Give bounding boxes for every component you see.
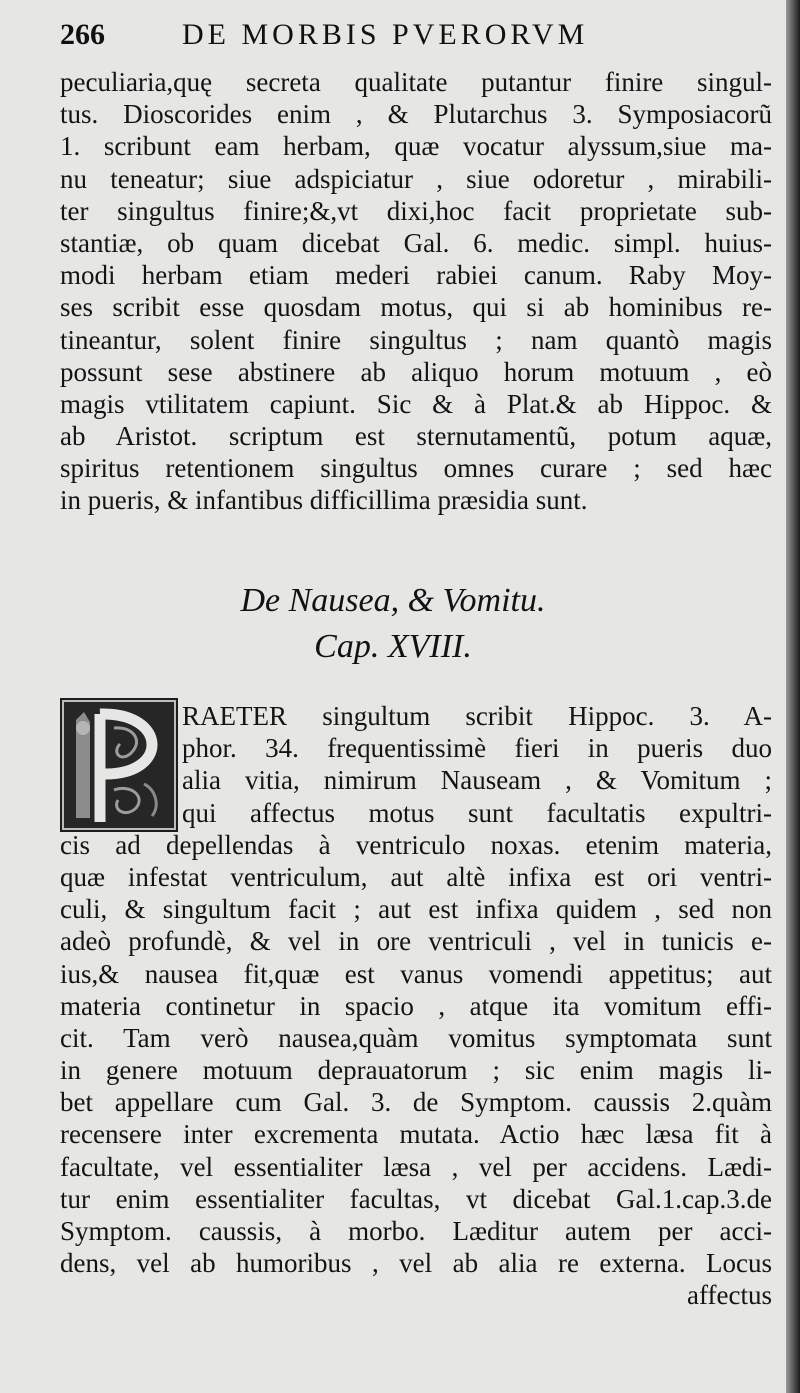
- text-line: peculiaria,quę secreta qualitate putantur finire singul-: [60, 67, 772, 97]
- text-line: dens, vel ab humoribus , vel ab alia re externa. Locus: [60, 1248, 772, 1279]
- text-line: ses scribit esse quosdam motus, qui si ab hominibus re-: [60, 292, 772, 323]
- text-line: tur enim essentialiter facultas, vt dicebat Gal.1.cap.3.de: [60, 1183, 772, 1214]
- text-line: modi herbam etiam mederi rabiei canum. Raby Moy-: [60, 260, 772, 291]
- text-line: ab Aristot. scriptum est sternutamentũ, potum aquæ,: [60, 421, 772, 452]
- text-line: in genere motuum deprauatorum ; sic enim magis li-: [60, 1055, 772, 1086]
- text-line: adeò profundè, & vel in ore ventriculi , vel in tunicis e-: [60, 926, 772, 957]
- text-line: cit. Tam verò nausea,quàm vomitus symptomata sunt: [60, 1022, 772, 1053]
- text-line: ius,& nausea fit,quæ est vanus vomendi appetitus; aut: [60, 958, 772, 989]
- paragraph-2: [60, 700, 772, 1312]
- text-line: ter singultus finire;&,vt dixi,hoc facit proprietate sub-: [60, 195, 772, 226]
- text-line: culi, & singultum facit ; aut est infixa quidem , sed non: [60, 894, 772, 925]
- page-number: 266: [60, 18, 105, 51]
- text-line: nu teneatur; siue adspiciatur , siue odoretur , mirabili-: [60, 163, 772, 194]
- catchword: affectus: [687, 1280, 772, 1311]
- text-line: alia vitia, nimirum Nauseam , & Vomitum ;: [182, 765, 772, 796]
- paragraph-1: [60, 66, 772, 517]
- text-line: quæ infestat ventriculum, aut altè infixa est ori ventri-: [60, 861, 772, 892]
- text-line: recensere inter excrementa mutata. Actio hæc læsa fit à: [60, 1119, 772, 1150]
- text-line: possunt sese abstinere ab aliquo horum motuum , eò: [60, 356, 772, 387]
- text-line: stantiæ, ob quam dicebat Gal. 6. medic. simpl. huius-: [60, 227, 772, 258]
- text-line: tineantur, solent finire singultus ; nam quantò magis: [60, 324, 772, 355]
- text-line: Symptom. caussis, à morbo. Læditur autem per acci-: [60, 1216, 772, 1246]
- running-title: DE MORBIS PVERORVM: [182, 18, 589, 51]
- running-header: [60, 18, 700, 62]
- text-line: 1. scribunt eam herbam, quæ vocatur alyssum,siue ma-: [60, 131, 772, 162]
- text-line: in pueris, & infantibus difficillima præsidia sunt.: [60, 485, 588, 516]
- chapter-number: Cap. XVIII.: [314, 628, 472, 665]
- text-line: RAETER singultum scribit Hippoc. 3. A-: [182, 701, 772, 731]
- text-line: tus. Dioscorides enim , & Plutarchus 3. Symposiacorũ: [60, 99, 772, 130]
- text-line: magis vtilitatem capiunt. Sic & à Plat.& ab Hippoc. &: [60, 388, 772, 419]
- book-spine-shadow: [786, 0, 800, 1393]
- text-line: phor. 34. frequentissimè fieri in pueris duo: [182, 733, 772, 764]
- text-line: bet appellare cum Gal. 3. de Symptom. caussis 2.quàm: [60, 1087, 772, 1118]
- chapter-title: De Nausea, & Vomitu.: [240, 582, 546, 619]
- text-line: cis ad depellendas à ventriculo noxas. etenim materia,: [60, 829, 772, 860]
- text-line: qui affectus motus sunt facultatis expultri-: [182, 797, 772, 828]
- text-line: materia continetur in spacio , atque ita vomitum effi-: [60, 990, 772, 1021]
- text-line: spiritus retentionem singultus omnes curare ; sed hæc: [60, 453, 772, 484]
- text-line: facultate, vel essentialiter læsa , vel per accidens. Lædi-: [60, 1151, 772, 1182]
